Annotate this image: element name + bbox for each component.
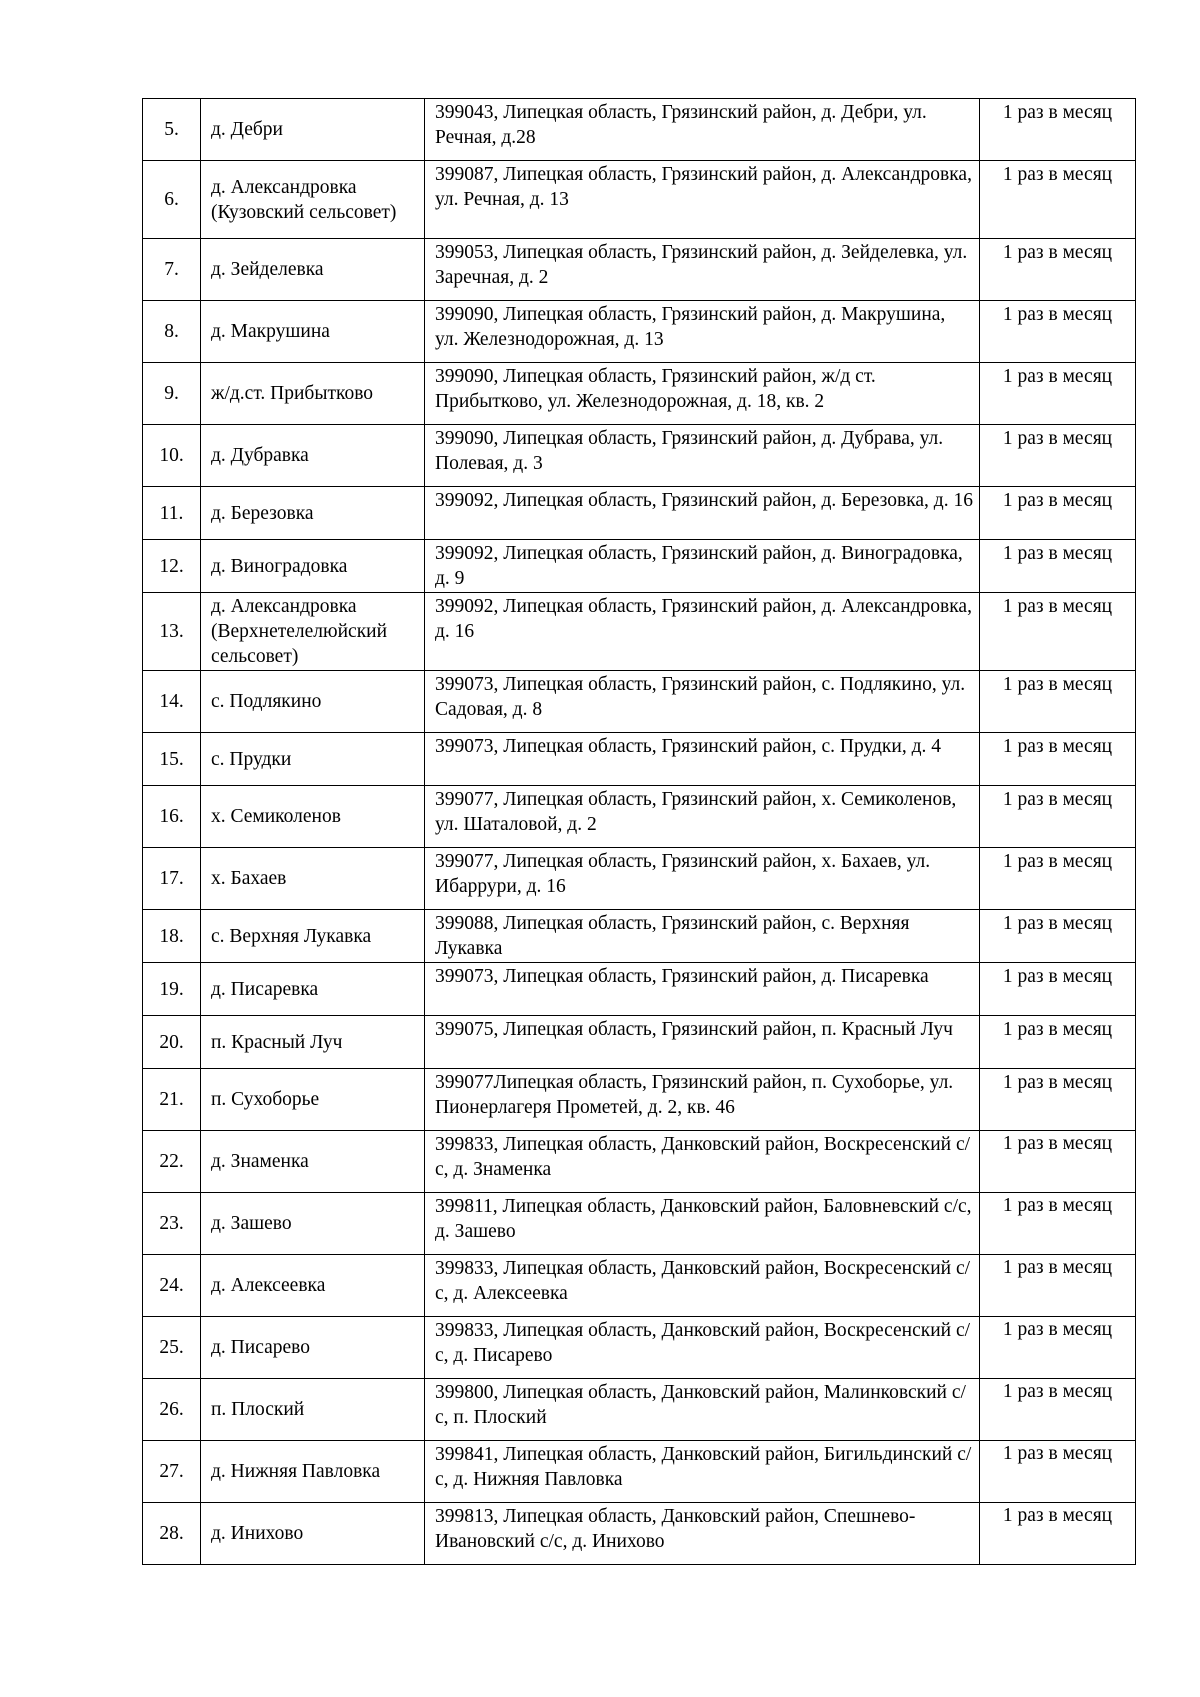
frequency-cell: 1 раз в месяц: [980, 1193, 1136, 1255]
table-row: [143, 1016, 1136, 1069]
row-number: 19.: [143, 963, 201, 1016]
address-cell: 399090, Липецкая область, Грязинский район, д. Дубрава, ул. Полевая, д. 3: [425, 425, 980, 487]
address-cell: 399800, Липецкая область, Данковский район, Малинковский с/с, п. Плоский: [425, 1379, 980, 1441]
frequency-cell: 1 раз в месяц: [980, 239, 1136, 301]
address-cell: 399813, Липецкая область, Данковский район, Спешнево-Ивановский с/с, д. Инихово: [425, 1503, 980, 1565]
table-row: [143, 1503, 1136, 1565]
frequency-cell: 1 раз в месяц: [980, 963, 1136, 1016]
address-cell: 399077, Липецкая область, Грязинский район, х. Семиколенов, ул. Шаталовой, д. 2: [425, 786, 980, 848]
frequency-cell: 1 раз в месяц: [980, 848, 1136, 910]
row-number: 5.: [143, 99, 201, 161]
frequency-cell: 1 раз в месяц: [980, 1441, 1136, 1503]
table-row: [143, 487, 1136, 540]
frequency-cell: 1 раз в месяц: [980, 1069, 1136, 1131]
frequency-cell: 1 раз в месяц: [980, 1317, 1136, 1379]
settlement-name: д. Дебри: [201, 99, 425, 161]
address-cell: 399073, Липецкая область, Грязинский район, д. Писаревка: [425, 963, 980, 1016]
address-cell: 399092, Липецкая область, Грязинский район, д. Березовка, д. 16: [425, 487, 980, 540]
address-cell: 399073, Липецкая область, Грязинский район, с. Прудки, д. 4: [425, 733, 980, 786]
address-cell: 399811, Липецкая область, Данковский район, Баловневский с/с, д. Зашево: [425, 1193, 980, 1255]
settlement-name: ж/д.ст. Прибытково: [201, 363, 425, 425]
table-row: [143, 425, 1136, 487]
settlement-name: х. Бахаев: [201, 848, 425, 910]
table-body: [143, 99, 1136, 1565]
row-number: 28.: [143, 1503, 201, 1565]
frequency-cell: 1 раз в месяц: [980, 301, 1136, 363]
table-row: [143, 963, 1136, 1016]
settlement-name: д. Березовка: [201, 487, 425, 540]
frequency-cell: 1 раз в месяц: [980, 733, 1136, 786]
settlement-name: с. Подлякино: [201, 671, 425, 733]
address-cell: 399833, Липецкая область, Данковский район, Воскресенский с/с, д. Знаменка: [425, 1131, 980, 1193]
address-cell: 399087, Липецкая область, Грязинский район, д. Александровка, ул. Речная, д. 13: [425, 161, 980, 239]
table-row: [143, 848, 1136, 910]
table-row: [143, 1379, 1136, 1441]
settlement-name: п. Сухоборье: [201, 1069, 425, 1131]
settlement-name: п. Красный Луч: [201, 1016, 425, 1069]
frequency-cell: 1 раз в месяц: [980, 786, 1136, 848]
table-row: [143, 786, 1136, 848]
frequency-cell: 1 раз в месяц: [980, 1255, 1136, 1317]
table-row: [143, 1193, 1136, 1255]
settlement-name: д. Александровка (Кузовский сельсовет): [201, 161, 425, 239]
frequency-cell: 1 раз в месяц: [980, 540, 1136, 593]
table-row: [143, 239, 1136, 301]
settlement-name: д. Александровка (Верхнетелелюйский сельсовет): [201, 593, 425, 671]
table-row: [143, 161, 1136, 239]
settlement-name: с. Верхняя Лукавка: [201, 910, 425, 963]
row-number: 12.: [143, 540, 201, 593]
row-number: 17.: [143, 848, 201, 910]
frequency-cell: 1 раз в месяц: [980, 363, 1136, 425]
settlement-name: д. Зашево: [201, 1193, 425, 1255]
table-row: [143, 910, 1136, 963]
address-cell: 399053, Липецкая область, Грязинский район, д. Зейделевка, ул. Заречная, д. 2: [425, 239, 980, 301]
settlement-name: д. Писарево: [201, 1317, 425, 1379]
row-number: 20.: [143, 1016, 201, 1069]
row-number: 24.: [143, 1255, 201, 1317]
settlement-name: д. Писаревка: [201, 963, 425, 1016]
row-number: 18.: [143, 910, 201, 963]
row-number: 15.: [143, 733, 201, 786]
frequency-cell: 1 раз в месяц: [980, 1503, 1136, 1565]
table-row: [143, 1255, 1136, 1317]
table-row: [143, 301, 1136, 363]
frequency-cell: 1 раз в месяц: [980, 910, 1136, 963]
address-cell: 399088, Липецкая область, Грязинский район, с. Верхняя Лукавка: [425, 910, 980, 963]
frequency-cell: 1 раз в месяц: [980, 487, 1136, 540]
address-cell: 399833, Липецкая область, Данковский район, Воскресенский с/с, д. Писарево: [425, 1317, 980, 1379]
table-row: [143, 593, 1136, 671]
row-number: 8.: [143, 301, 201, 363]
row-number: 7.: [143, 239, 201, 301]
frequency-cell: 1 раз в месяц: [980, 1131, 1136, 1193]
address-cell: 399073, Липецкая область, Грязинский район, с. Подлякино, ул. Садовая, д. 8: [425, 671, 980, 733]
row-number: 27.: [143, 1441, 201, 1503]
settlement-name: д. Алексеевка: [201, 1255, 425, 1317]
frequency-cell: 1 раз в месяц: [980, 671, 1136, 733]
settlement-name: д. Знаменка: [201, 1131, 425, 1193]
row-number: 11.: [143, 487, 201, 540]
settlement-name: д. Дубравка: [201, 425, 425, 487]
frequency-cell: 1 раз в месяц: [980, 1016, 1136, 1069]
row-number: 16.: [143, 786, 201, 848]
address-cell: 399090, Липецкая область, Грязинский район, д. Макрушина, ул. Железнодорожная, д. 13: [425, 301, 980, 363]
row-number: 22.: [143, 1131, 201, 1193]
settlement-name: д. Инихово: [201, 1503, 425, 1565]
row-number: 6.: [143, 161, 201, 239]
frequency-cell: 1 раз в месяц: [980, 593, 1136, 671]
table-row: [143, 1069, 1136, 1131]
row-number: 25.: [143, 1317, 201, 1379]
address-cell: 399077, Липецкая область, Грязинский район, х. Бахаев, ул. Ибаррури, д. 16: [425, 848, 980, 910]
frequency-cell: 1 раз в месяц: [980, 1379, 1136, 1441]
row-number: 9.: [143, 363, 201, 425]
table-row: [143, 1317, 1136, 1379]
frequency-cell: 1 раз в месяц: [980, 99, 1136, 161]
settlement-name: д. Зейделевка: [201, 239, 425, 301]
table-row: [143, 363, 1136, 425]
row-number: 13.: [143, 593, 201, 671]
table-row: [143, 671, 1136, 733]
table-row: [143, 1441, 1136, 1503]
address-cell: 399090, Липецкая область, Грязинский район, ж/д ст. Прибытково, ул. Железнодорожная, д. 18, кв. 2: [425, 363, 980, 425]
table-row: [143, 733, 1136, 786]
table-row: [143, 1131, 1136, 1193]
settlement-name: х. Семиколенов: [201, 786, 425, 848]
address-cell: 399841, Липецкая область, Данковский район, Бигильдинский с/с, д. Нижняя Павловка: [425, 1441, 980, 1503]
settlement-name: п. Плоский: [201, 1379, 425, 1441]
row-number: 14.: [143, 671, 201, 733]
table-row: [143, 99, 1136, 161]
locations-table: [142, 98, 1136, 1565]
address-cell: 399092, Липецкая область, Грязинский район, д. Александровка, д. 16: [425, 593, 980, 671]
settlement-name: с. Прудки: [201, 733, 425, 786]
row-number: 23.: [143, 1193, 201, 1255]
address-cell: 399833, Липецкая область, Данковский район, Воскресенский с/с, д. Алексеевка: [425, 1255, 980, 1317]
row-number: 10.: [143, 425, 201, 487]
row-number: 21.: [143, 1069, 201, 1131]
frequency-cell: 1 раз в месяц: [980, 425, 1136, 487]
table-row: [143, 540, 1136, 593]
settlement-name: д. Макрушина: [201, 301, 425, 363]
settlement-name: д. Виноградовка: [201, 540, 425, 593]
address-cell: 399077Липецкая область, Грязинский район, п. Сухоборье, ул. Пионерлагеря Прометей, д. 2, кв. 46: [425, 1069, 980, 1131]
frequency-cell: 1 раз в месяц: [980, 161, 1136, 239]
address-cell: 399075, Липецкая область, Грязинский район, п. Красный Луч: [425, 1016, 980, 1069]
settlement-name: д. Нижняя Павловка: [201, 1441, 425, 1503]
address-cell: 399043, Липецкая область, Грязинский район, д. Дебри, ул. Речная, д.28: [425, 99, 980, 161]
address-cell: 399092, Липецкая область, Грязинский район, д. Виноградовка, д. 9: [425, 540, 980, 593]
row-number: 26.: [143, 1379, 201, 1441]
